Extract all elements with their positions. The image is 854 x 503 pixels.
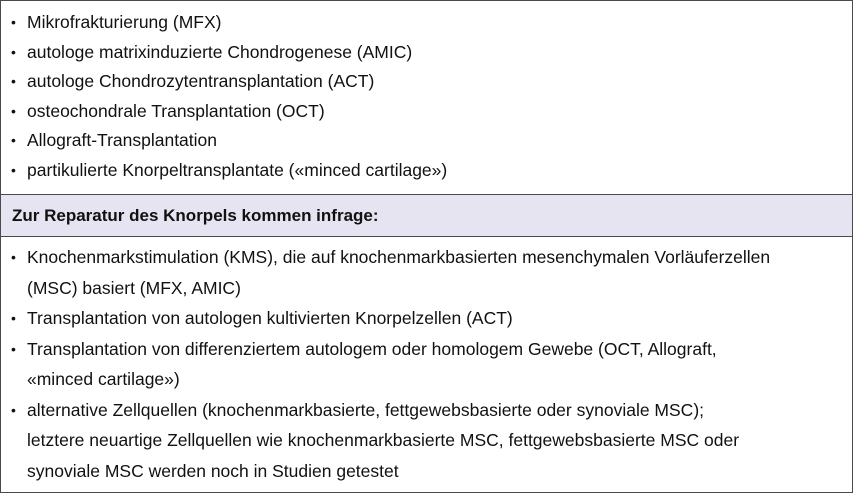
bullet-icon: • [11,14,16,30]
list-item [1,395,852,487]
list-item-text: Allograft-Transplantation [27,130,218,150]
list-item-text: osteochondrale Transplantation (OCT) [27,100,325,121]
list-item-line: Knochenmarkstimulation (KMS), die auf knochenmarkbasierten mesenchymalen Vorläuferzellen [27,247,771,267]
list-item-line: letztere neuartige Zellquellen wie knochenmarkbasierte MSC, fettgewebsbasierte MSC oder [27,430,740,450]
list-item-line: synoviale MSC werden noch in Studien getestet [27,460,399,481]
bullet-icon: • [11,401,16,418]
list-item-line: «minced cartilage») [27,369,180,389]
list-item [1,97,852,127]
bullet-icon: • [11,73,16,89]
list-item-text: autologe Chondrozytentransplantation (ACT) [27,71,375,91]
bullet-icon: • [11,102,16,119]
repair-list-section [1,237,852,486]
bullet-icon: • [11,161,16,178]
methods-list [1,8,852,185]
list-item [1,156,852,186]
list-item [1,126,852,156]
list-item [1,242,852,303]
list-item-text: partikulierte Knorpeltransplantate («minced cartilage») [27,159,448,180]
list-item-line: Transplantation von autologen kultivierten Knorpelzellen (ACT) [27,308,513,328]
bullet-icon: • [11,249,16,265]
section-header: Zur Reparatur des Knorpels kommen infrage: [1,194,852,237]
list-item-line: Transplantation von differenziertem autologem oder homologem Gewebe (OCT, Allograft, [27,338,717,359]
list-item [1,303,852,334]
bullet-icon: • [11,340,16,357]
list-item [1,38,852,68]
methods-list-section [1,1,852,194]
bullet-icon: • [11,43,16,60]
list-item [1,334,852,395]
list-item-line: alternative Zellquellen (knochenmarkbasierte, fettgewebsbasierte oder synoviale MSC); [27,399,705,420]
list-item [1,67,852,97]
list-item-text: autologe matrixinduzierte Chondrogenese (AMIC) [27,41,413,62]
list-item-line: (MSC) basiert (MFX, AMIC) [27,277,241,298]
list-item-text: Mikrofrakturierung (MFX) [27,12,222,32]
repair-list [1,242,852,486]
list-item [1,8,852,38]
bullet-icon: • [11,132,16,148]
bullet-icon: • [11,310,16,326]
